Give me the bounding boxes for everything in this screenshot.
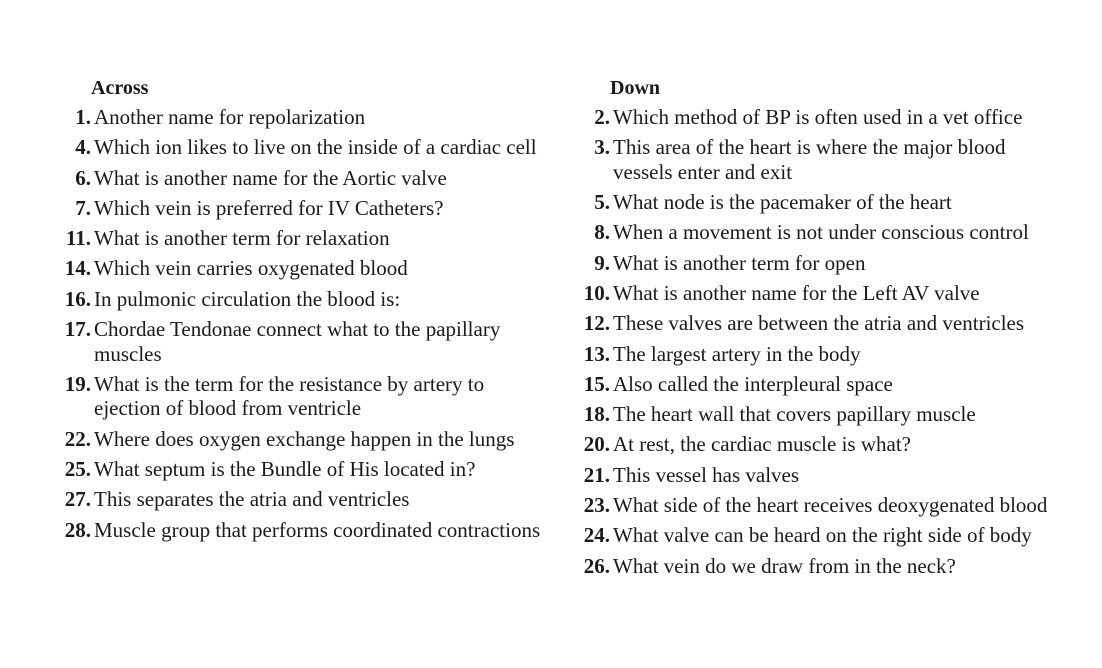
clue-text: This area of the heart is where the major blood vessels enter and exit	[613, 135, 1006, 184]
clue-number: 11 .	[56, 226, 91, 251]
down-heading: Down	[610, 77, 661, 99]
clue-number: 4 .	[56, 135, 91, 160]
across-clue-item	[56, 166, 546, 191]
clue-number: 17 .	[56, 317, 91, 342]
clue-number: 27 .	[56, 487, 91, 512]
down-clue-item	[575, 402, 1065, 427]
down-clue-item	[575, 493, 1065, 518]
clue-text: Chordae Tendonae connect what to the papillary muscles	[94, 317, 501, 366]
across-clue-item	[56, 518, 546, 543]
down-clue-item	[575, 463, 1065, 488]
clue-text: Which ion likes to live on the inside of a cardiac cell	[94, 135, 537, 160]
across-clue-item	[56, 457, 546, 482]
down-clue-item	[575, 135, 1065, 184]
across-clue-item	[56, 196, 546, 221]
across-clue-item	[56, 105, 546, 130]
clue-text: In pulmonic circulation the blood is:	[94, 286, 401, 311]
down-clue-item	[575, 190, 1065, 215]
clue-number: 23 .	[575, 493, 610, 518]
down-clue-item	[575, 220, 1065, 245]
clue-number: 25 .	[56, 457, 91, 482]
clue-number: 3 .	[575, 135, 610, 160]
across-clues-column	[56, 76, 546, 548]
across-clue-item	[56, 256, 546, 281]
clue-number: 20 .	[575, 432, 610, 457]
clue-text: What is another term for open	[613, 250, 866, 275]
clue-text: What is another term for relaxation	[94, 226, 390, 251]
clue-text: What is another name for the Left AV valve	[613, 280, 980, 305]
clue-text: What valve can be heard on the right side of body	[613, 523, 1032, 548]
across-clue-item	[56, 135, 546, 160]
down-clue-item	[575, 251, 1065, 276]
clue-number: 10 .	[575, 281, 610, 306]
clue-text: What is the term for the resistance by artery to ejection of blood from ventricle	[94, 371, 485, 421]
clue-text: The largest artery in the body	[613, 341, 861, 366]
clue-number: 9 .	[575, 251, 610, 276]
clue-number: 1 .	[56, 105, 91, 130]
clue-number: 22 .	[56, 427, 91, 452]
clue-number: 18 .	[575, 402, 610, 427]
clue-text: Which vein is preferred for IV Catheters?	[94, 195, 444, 220]
clue-number: 21 .	[575, 463, 610, 488]
clue-text: Which vein carries oxygenated blood	[94, 256, 408, 281]
down-clue-item	[575, 523, 1065, 548]
down-clue-list	[575, 105, 1065, 578]
clue-text: Which method of BP is often used in a vet office	[613, 105, 1023, 129]
clue-text: At rest, the cardiac muscle is what?	[613, 432, 911, 457]
clue-number: 16 .	[56, 287, 91, 312]
clue-text: Also called the interpleural space	[613, 371, 893, 396]
down-clue-item	[575, 372, 1065, 397]
clue-number: 24 .	[575, 523, 610, 548]
across-clue-item	[56, 487, 546, 512]
clue-number: 28 .	[56, 518, 91, 543]
clue-text: What is another name for the Aortic valve	[94, 165, 447, 190]
across-clue-list	[56, 105, 546, 542]
clue-text: These valves are between the atria and ventricles	[613, 311, 1025, 336]
clue-text: What side of the heart receives deoxygenated blood	[613, 493, 1048, 518]
clue-number: 8 .	[575, 220, 610, 245]
across-clue-item	[56, 372, 546, 421]
clue-number: 6 .	[56, 166, 91, 191]
clue-text: Muscle group that performs coordinated contractions	[94, 517, 541, 542]
across-clue-item	[56, 226, 546, 251]
clue-text: Where does oxygen exchange happen in the lungs	[94, 426, 515, 451]
clue-text: What vein do we draw from in the neck?	[613, 553, 956, 578]
clue-number: 13 .	[575, 342, 610, 367]
clue-number: 2 .	[575, 105, 610, 130]
clue-number: 5 .	[575, 190, 610, 215]
down-clue-item	[575, 342, 1065, 367]
clue-number: 12 .	[575, 311, 610, 336]
across-clue-item	[56, 317, 546, 366]
clue-number: 7 .	[56, 196, 91, 221]
clue-number: 19 .	[56, 372, 91, 397]
clue-text: Another name for repolarization	[94, 105, 366, 129]
clue-text: When a movement is not under conscious control	[613, 220, 1029, 245]
clue-text: This vessel has valves	[613, 462, 800, 487]
clue-number: 26 .	[575, 554, 610, 579]
across-heading: Across	[91, 77, 149, 99]
clue-text: What septum is the Bundle of His located in?	[94, 456, 476, 481]
down-clues-column	[575, 76, 1065, 584]
clue-text: This separates the atria and ventricles	[94, 487, 410, 512]
down-clue-item	[575, 554, 1065, 579]
down-clue-item	[575, 432, 1065, 457]
clue-number: 14 .	[56, 256, 91, 281]
down-clue-item	[575, 281, 1065, 306]
across-clue-item	[56, 427, 546, 452]
down-clue-item	[575, 105, 1065, 130]
clue-text: What node is the pacemaker of the heart	[613, 190, 952, 215]
down-clue-item	[575, 311, 1065, 336]
across-clue-item	[56, 287, 546, 312]
clue-number: 15 .	[575, 372, 610, 397]
clue-text: The heart wall that covers papillary muscle	[613, 402, 976, 427]
